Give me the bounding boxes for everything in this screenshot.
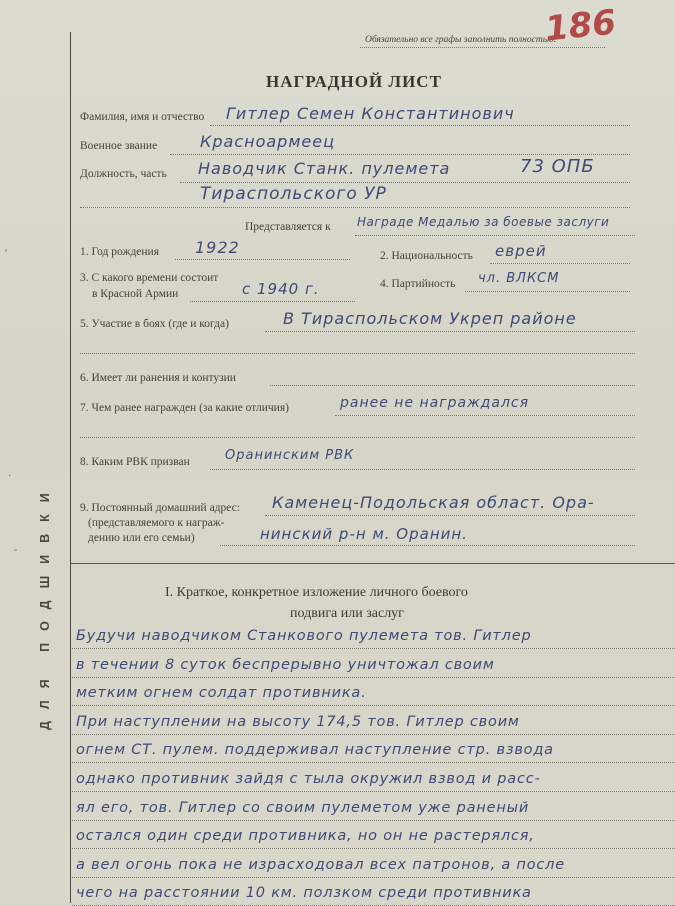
position-label: Должность, часть xyxy=(80,168,167,180)
ruled-line xyxy=(72,877,675,878)
birth-year-label: 1. Год рождения xyxy=(80,246,159,258)
party-label: 4. Партийность xyxy=(380,278,456,290)
margin-mark: ‘ xyxy=(5,248,8,259)
awards-label: 7. Чем ранее награжден (за какие отличия) xyxy=(80,402,289,414)
exploit-line: остался один среди противника, но он не растерялся, xyxy=(76,828,535,845)
wounds-label: 6. Имеет ли ранения и контузии xyxy=(80,372,236,384)
rank-value: Красноармеец xyxy=(200,132,335,151)
awards-value: ранее не награждался xyxy=(340,395,530,411)
name-label: Фамилия, имя и отчество xyxy=(80,111,205,123)
service-since-label: 3. С какого времени состоит xyxy=(80,272,219,284)
exploit-line: ял его, тов. Гитлер со своим пулеметом уже раненый xyxy=(76,799,530,816)
section-heading-2: подвига или заслуг xyxy=(290,606,404,621)
service-since-label-2: в Красной Армии xyxy=(92,288,179,300)
ruled-line xyxy=(72,648,675,649)
mandatory-note: Обязательно все графы заполнить полностью. xyxy=(365,35,557,45)
exploit-line: При наступлении на высоту 174,5 тов. Гитлер своим xyxy=(76,713,520,730)
battles-label: 5. Участие в боях (где и когда) xyxy=(80,318,229,330)
exploit-line: однако противник зайдя с тыла окружил взвод и расс- xyxy=(76,771,541,787)
page-title: НАГРАДНОЙ ЛИСТ xyxy=(266,72,442,91)
position-value: Наводчик Станк. пулемета xyxy=(198,159,451,178)
rvk-value: Оранинским РВК xyxy=(225,448,355,463)
address-value-2: нинский р-н м. Оранин. xyxy=(260,525,468,543)
rank-label: Военное звание xyxy=(80,140,158,152)
margin-mark: - xyxy=(14,545,18,556)
party-value: чл. ВЛКСМ xyxy=(478,271,560,286)
section-divider xyxy=(71,563,675,564)
presented-label: Представляется к xyxy=(245,221,331,233)
address-value-1: Каменец-Подольская област. Ора- xyxy=(272,493,595,512)
birth-year-value: 1922 xyxy=(195,238,240,257)
name-value: Гитлер Семен Константинович xyxy=(226,104,515,123)
ruled-line xyxy=(72,791,675,792)
ruled-line xyxy=(72,820,675,821)
nationality-label: 2. Национальность xyxy=(380,250,473,262)
presented-value: Награде Медалью за боевые заслуги xyxy=(357,215,610,229)
service-since-value: с 1940 г. xyxy=(242,280,320,298)
ruled-line xyxy=(72,848,675,849)
nationality-value: еврей xyxy=(495,242,547,260)
battles-value: В Тираспольском Укреп районе xyxy=(283,309,577,328)
exploit-line: огнем СТ. пулем. поддерживал наступление стр. взвода xyxy=(76,742,554,759)
side-label: ДЛЯ ПОДШИВКИ xyxy=(38,481,52,730)
address-label-3: дению или его семьи) xyxy=(88,532,195,544)
exploit-line: метким огнем солдат противника. xyxy=(76,685,367,702)
address-label: 9. Постоянный домашний адрес: xyxy=(80,502,240,514)
ruled-line xyxy=(72,762,675,763)
margin-line xyxy=(70,32,71,903)
exploit-line: чего на расстоянии 10 км. ползком среди противника xyxy=(76,885,532,902)
unit-value-2: Тираспольского УР xyxy=(200,184,387,204)
ruled-line xyxy=(72,734,675,735)
margin-mark: · xyxy=(8,470,12,481)
exploit-line: в течении 8 суток беспрерывно уничтожал своим xyxy=(76,656,495,673)
rvk-label: 8. Каким РВК призван xyxy=(80,456,190,468)
address-label-2: (представляемого к награж- xyxy=(88,517,225,529)
page-number: 186 xyxy=(543,2,618,50)
exploit-line: а вел огонь пока не израсходовал всех патронов, а после xyxy=(76,856,565,873)
unit-value: 73 ОПБ xyxy=(520,156,595,177)
ruled-line xyxy=(72,705,675,706)
section-heading: I. Краткое, конкретное изложение личного боевого xyxy=(165,585,468,600)
exploit-line: Будучи наводчиком Станкового пулемета тов. Гитлер xyxy=(76,628,532,644)
ruled-line xyxy=(72,677,675,678)
